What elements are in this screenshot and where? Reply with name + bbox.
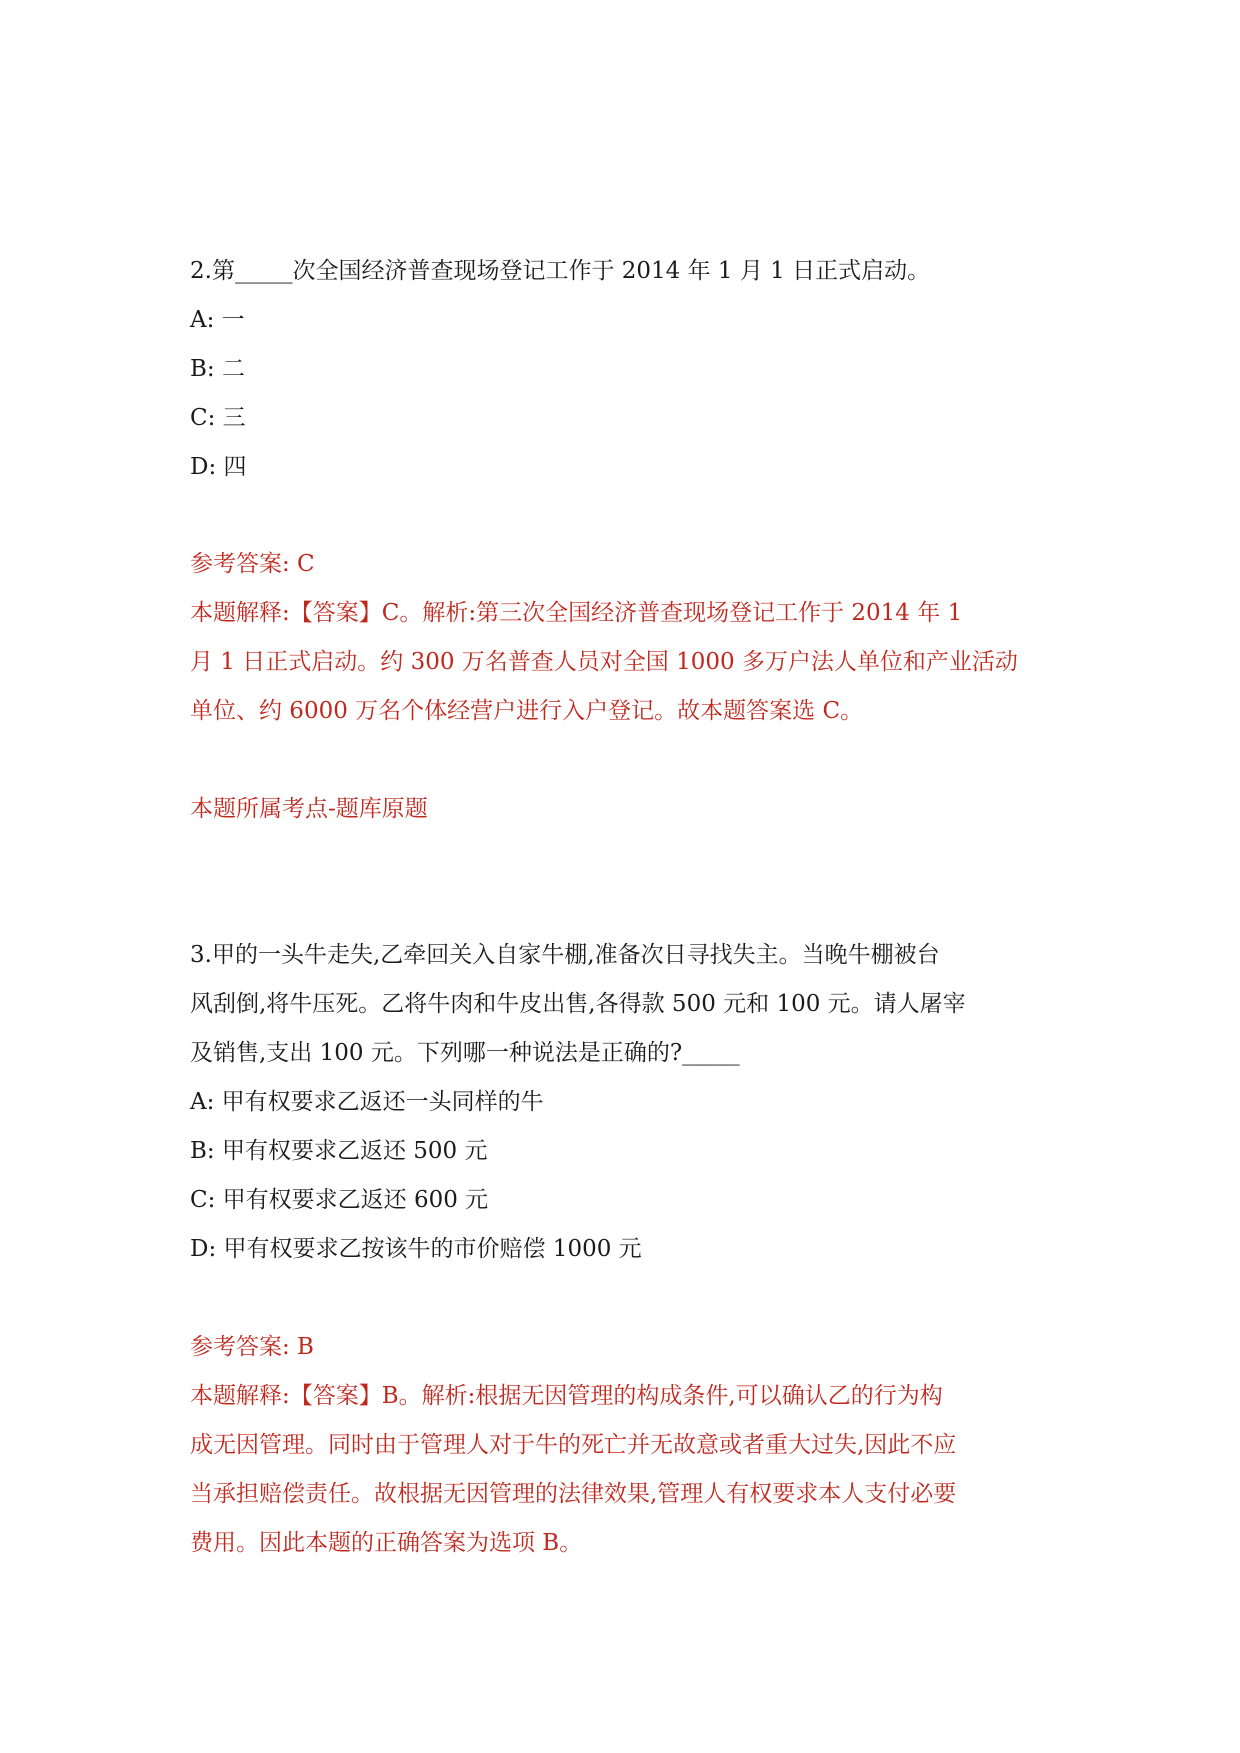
q2-answer: 参考答案: C [190,551,315,577]
q3-option-b: B: 甲有权要求乙返还 500 元 [190,1138,488,1164]
q3-explanation-line-2: 成无因管理。同时由于管理人对于牛的死亡并无故意或者重大过失,因此不应 [190,1432,957,1458]
q2-option-d: D: 四 [190,454,247,480]
q3-option-d: D: 甲有权要求乙按该牛的市价赔偿 1000 元 [190,1236,642,1262]
q3-stem-line-2: 风刮倒,将牛压死。乙将牛肉和牛皮出售,各得款 500 元和 100 元。请人屠宰 [190,991,966,1017]
q3-explanation-line-4: 费用。因此本题的正确答案为选项 B。 [190,1530,583,1556]
q3-option-a: A: 甲有权要求乙返还一头同样的牛 [190,1089,544,1115]
q2-stem: 2.第_____次全国经济普查现场登记工作于 2014 年 1 月 1 日正式启动。 [190,258,931,284]
q2-topic: 本题所属考点-题库原题 [190,796,428,822]
q2-option-c: C: 三 [190,405,246,431]
q2-option-a: A: 一 [190,307,245,333]
q2-explanation-line-2: 月 1 日正式启动。约 300 万名普查人员对全国 1000 多万户法人单位和产业活动 [190,649,1018,675]
q3-explanation-line-1: 本题解释:【答案】B。解析:根据无因管理的构成条件,可以确认乙的行为构 [190,1383,943,1409]
q2-explanation-line-3: 单位、约 6000 万名个体经营户进行入户登记。故本题答案选 C。 [190,698,864,724]
q2-explanation-line-1: 本题解释:【答案】C。解析:第三次全国经济普查现场登记工作于 2014 年 1 [190,600,963,626]
q2-option-b: B: 二 [190,356,245,382]
q3-answer: 参考答案: B [190,1334,314,1360]
q3-stem-line-3: 及销售,支出 100 元。下列哪一种说法是正确的?_____ [190,1040,740,1066]
q3-option-c: C: 甲有权要求乙返还 600 元 [190,1187,489,1213]
q3-stem-line-1: 3.甲的一头牛走失,乙牵回关入自家牛棚,准备次日寻找失主。当晚牛棚被台 [190,942,940,968]
q3-explanation-line-3: 当承担赔偿责任。故根据无因管理的法律效果,管理人有权要求本人支付必要 [190,1481,957,1507]
